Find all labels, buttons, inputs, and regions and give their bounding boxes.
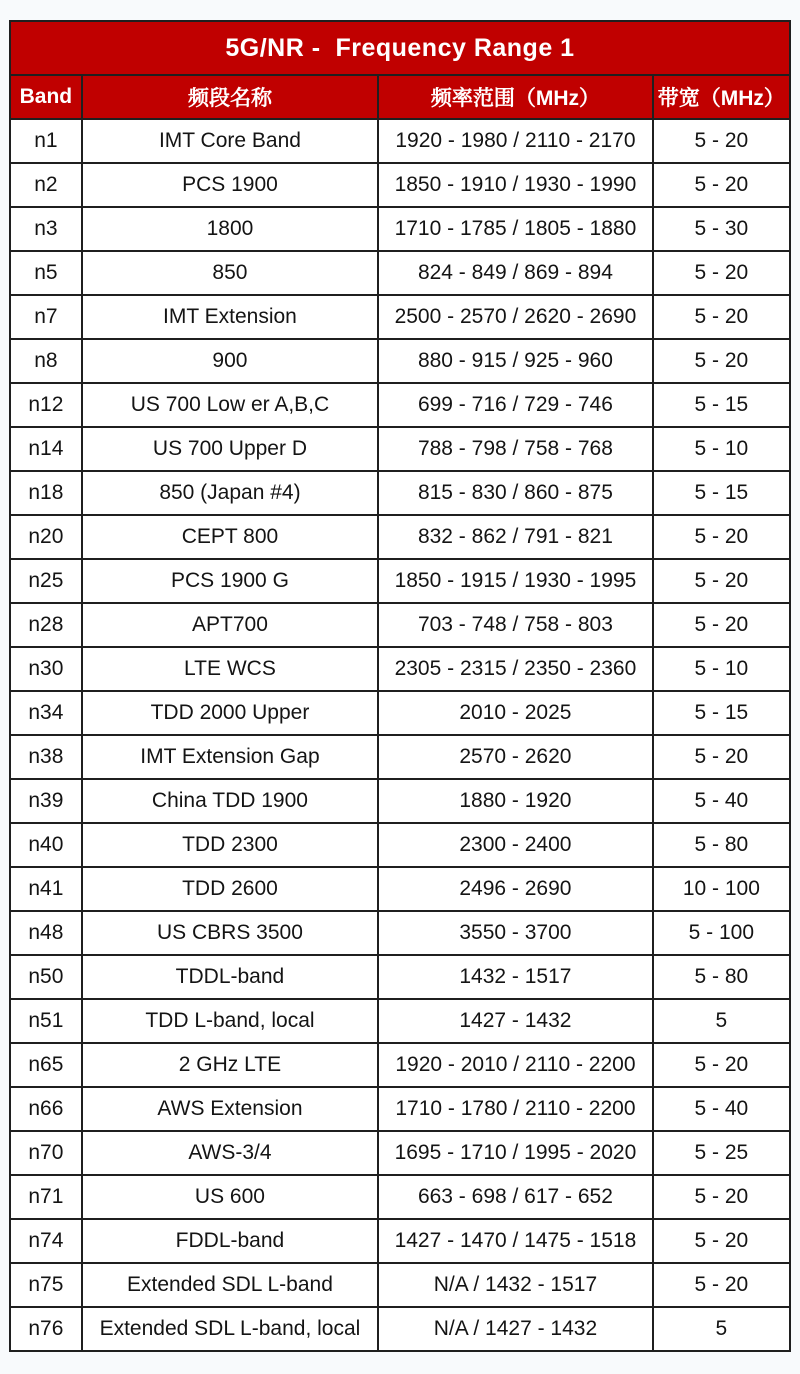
table-row — [10, 1219, 790, 1263]
band-cell: n48 — [10, 911, 82, 955]
band-name-cell: FDDL-band — [82, 1219, 378, 1263]
band-cell: n34 — [10, 691, 82, 735]
band-name-cell: Extended SDL L-band, local — [82, 1307, 378, 1351]
band-cell: n18 — [10, 471, 82, 515]
table-row — [10, 1087, 790, 1131]
band-name-cell: TDD 2000 Upper — [82, 691, 378, 735]
band-cell: n5 — [10, 251, 82, 295]
bandwidth-cell: 5 - 15 — [653, 691, 790, 735]
band-cell: n38 — [10, 735, 82, 779]
band-cell: n71 — [10, 1175, 82, 1219]
frequency-range-cell: N/A / 1427 - 1432 — [378, 1307, 653, 1351]
band-name-cell: US CBRS 3500 — [82, 911, 378, 955]
table-row — [10, 383, 790, 427]
band-name-cell: IMT Core Band — [82, 119, 378, 163]
column-header-band-name: 频段名称 — [82, 75, 378, 119]
bandwidth-cell: 5 - 10 — [653, 647, 790, 691]
bandwidth-cell: 10 - 100 — [653, 867, 790, 911]
bandwidth-cell: 5 — [653, 999, 790, 1043]
frequency-range-cell: 699 - 716 / 729 - 746 — [378, 383, 653, 427]
table-row — [10, 735, 790, 779]
band-name-cell: AWS-3/4 — [82, 1131, 378, 1175]
band-name-cell: 850 — [82, 251, 378, 295]
band-cell: n76 — [10, 1307, 82, 1351]
bandwidth-cell: 5 - 20 — [653, 1043, 790, 1087]
bandwidth-cell: 5 - 40 — [653, 779, 790, 823]
table-row — [10, 647, 790, 691]
table-title-row — [10, 21, 790, 75]
band-cell: n8 — [10, 339, 82, 383]
frequency-range-cell: N/A / 1432 - 1517 — [378, 1263, 653, 1307]
band-name-cell: IMT Extension — [82, 295, 378, 339]
frequency-range-cell: 815 - 830 / 860 - 875 — [378, 471, 653, 515]
band-name-cell: AWS Extension — [82, 1087, 378, 1131]
band-name-cell: Extended SDL L-band — [82, 1263, 378, 1307]
frequency-range-cell: 788 - 798 / 758 - 768 — [378, 427, 653, 471]
band-name-cell: IMT Extension Gap — [82, 735, 378, 779]
bandwidth-cell: 5 - 20 — [653, 1175, 790, 1219]
table-row — [10, 163, 790, 207]
band-name-cell: TDD 2600 — [82, 867, 378, 911]
band-name-cell: US 700 Low er A,B,C — [82, 383, 378, 427]
frequency-range-cell: 880 - 915 / 925 - 960 — [378, 339, 653, 383]
frequency-range-cell: 3550 - 3700 — [378, 911, 653, 955]
band-cell: n74 — [10, 1219, 82, 1263]
frequency-band-table-container — [9, 20, 791, 1352]
frequency-range-cell: 703 - 748 / 758 - 803 — [378, 603, 653, 647]
band-name-cell: 1800 — [82, 207, 378, 251]
frequency-range-cell: 2496 - 2690 — [378, 867, 653, 911]
table-body — [10, 119, 790, 1351]
frequency-range-cell: 1920 - 1980 / 2110 - 2170 — [378, 119, 653, 163]
table-row — [10, 339, 790, 383]
bandwidth-cell: 5 - 80 — [653, 955, 790, 999]
bandwidth-cell: 5 - 20 — [653, 163, 790, 207]
frequency-range-cell: 832 - 862 / 791 - 821 — [378, 515, 653, 559]
table-row — [10, 1307, 790, 1351]
frequency-range-cell: 1427 - 1432 — [378, 999, 653, 1043]
band-cell: n14 — [10, 427, 82, 471]
bandwidth-cell: 5 - 20 — [653, 339, 790, 383]
column-header-bandwidth: 带宽（MHz） — [653, 75, 790, 119]
table-row — [10, 779, 790, 823]
bandwidth-cell: 5 - 20 — [653, 251, 790, 295]
band-cell: n3 — [10, 207, 82, 251]
band-cell: n25 — [10, 559, 82, 603]
frequency-range-cell: 1432 - 1517 — [378, 955, 653, 999]
bandwidth-cell: 5 - 10 — [653, 427, 790, 471]
bandwidth-cell: 5 — [653, 1307, 790, 1351]
band-name-cell: PCS 1900 — [82, 163, 378, 207]
band-cell: n40 — [10, 823, 82, 867]
band-name-cell: PCS 1900 G — [82, 559, 378, 603]
band-name-cell: US 700 Upper D — [82, 427, 378, 471]
band-cell: n41 — [10, 867, 82, 911]
band-cell: n75 — [10, 1263, 82, 1307]
band-cell: n1 — [10, 119, 82, 163]
band-cell: n51 — [10, 999, 82, 1043]
frequency-range-cell: 1850 - 1910 / 1930 - 1990 — [378, 163, 653, 207]
bandwidth-cell: 5 - 100 — [653, 911, 790, 955]
band-cell: n20 — [10, 515, 82, 559]
table-row — [10, 1175, 790, 1219]
table-row — [10, 207, 790, 251]
frequency-range-cell: 1850 - 1915 / 1930 - 1995 — [378, 559, 653, 603]
bandwidth-cell: 5 - 20 — [653, 515, 790, 559]
band-name-cell: 900 — [82, 339, 378, 383]
band-name-cell: TDD L-band, local — [82, 999, 378, 1043]
frequency-range-cell: 1920 - 2010 / 2110 - 2200 — [378, 1043, 653, 1087]
band-cell: n30 — [10, 647, 82, 691]
band-cell: n2 — [10, 163, 82, 207]
band-name-cell: China TDD 1900 — [82, 779, 378, 823]
table-row — [10, 823, 790, 867]
frequency-range-cell: 824 - 849 / 869 - 894 — [378, 251, 653, 295]
band-name-cell: CEPT 800 — [82, 515, 378, 559]
table-row — [10, 867, 790, 911]
band-cell: n65 — [10, 1043, 82, 1087]
band-cell: n66 — [10, 1087, 82, 1131]
bandwidth-cell: 5 - 20 — [653, 1263, 790, 1307]
bandwidth-cell: 5 - 20 — [653, 559, 790, 603]
bandwidth-cell: 5 - 20 — [653, 735, 790, 779]
band-cell: n39 — [10, 779, 82, 823]
table-row — [10, 515, 790, 559]
table-row — [10, 1263, 790, 1307]
band-name-cell: APT700 — [82, 603, 378, 647]
table-row — [10, 471, 790, 515]
band-cell: n70 — [10, 1131, 82, 1175]
bandwidth-cell: 5 - 30 — [653, 207, 790, 251]
bandwidth-cell: 5 - 20 — [653, 1219, 790, 1263]
table-row — [10, 295, 790, 339]
table-row — [10, 911, 790, 955]
table-row — [10, 999, 790, 1043]
bandwidth-cell: 5 - 40 — [653, 1087, 790, 1131]
table-row — [10, 1043, 790, 1087]
frequency-band-table — [9, 20, 791, 1352]
frequency-range-cell: 1710 - 1785 / 1805 - 1880 — [378, 207, 653, 251]
table-row — [10, 559, 790, 603]
frequency-range-cell: 2010 - 2025 — [378, 691, 653, 735]
bandwidth-cell: 5 - 80 — [653, 823, 790, 867]
column-header-band: Band — [10, 75, 82, 119]
frequency-range-cell: 663 - 698 / 617 - 652 — [378, 1175, 653, 1219]
frequency-range-cell: 1710 - 1780 / 2110 - 2200 — [378, 1087, 653, 1131]
frequency-range-cell: 1427 - 1470 / 1475 - 1518 — [378, 1219, 653, 1263]
table-row — [10, 691, 790, 735]
frequency-range-cell: 1880 - 1920 — [378, 779, 653, 823]
frequency-range-cell: 2500 - 2570 / 2620 - 2690 — [378, 295, 653, 339]
band-name-cell: TDD 2300 — [82, 823, 378, 867]
band-name-cell: LTE WCS — [82, 647, 378, 691]
table-row — [10, 251, 790, 295]
band-cell: n28 — [10, 603, 82, 647]
table-row — [10, 1131, 790, 1175]
band-name-cell: US 600 — [82, 1175, 378, 1219]
band-name-cell: 850 (Japan #4) — [82, 471, 378, 515]
bandwidth-cell: 5 - 20 — [653, 119, 790, 163]
band-cell: n12 — [10, 383, 82, 427]
frequency-range-cell: 2570 - 2620 — [378, 735, 653, 779]
bandwidth-cell: 5 - 20 — [653, 295, 790, 339]
table-title: 5G/NR - Frequency Range 1 — [10, 21, 790, 75]
table-header-row — [10, 75, 790, 119]
column-header-frequency-range: 频率范围（MHz） — [378, 75, 653, 119]
band-cell: n50 — [10, 955, 82, 999]
frequency-range-cell: 1695 - 1710 / 1995 - 2020 — [378, 1131, 653, 1175]
table-row — [10, 119, 790, 163]
bandwidth-cell: 5 - 15 — [653, 383, 790, 427]
band-cell: n7 — [10, 295, 82, 339]
table-row — [10, 603, 790, 647]
bandwidth-cell: 5 - 15 — [653, 471, 790, 515]
bandwidth-cell: 5 - 25 — [653, 1131, 790, 1175]
bandwidth-cell: 5 - 20 — [653, 603, 790, 647]
frequency-range-cell: 2305 - 2315 / 2350 - 2360 — [378, 647, 653, 691]
band-name-cell: TDDL-band — [82, 955, 378, 999]
frequency-range-cell: 2300 - 2400 — [378, 823, 653, 867]
table-row — [10, 427, 790, 471]
band-name-cell: 2 GHz LTE — [82, 1043, 378, 1087]
table-row — [10, 955, 790, 999]
